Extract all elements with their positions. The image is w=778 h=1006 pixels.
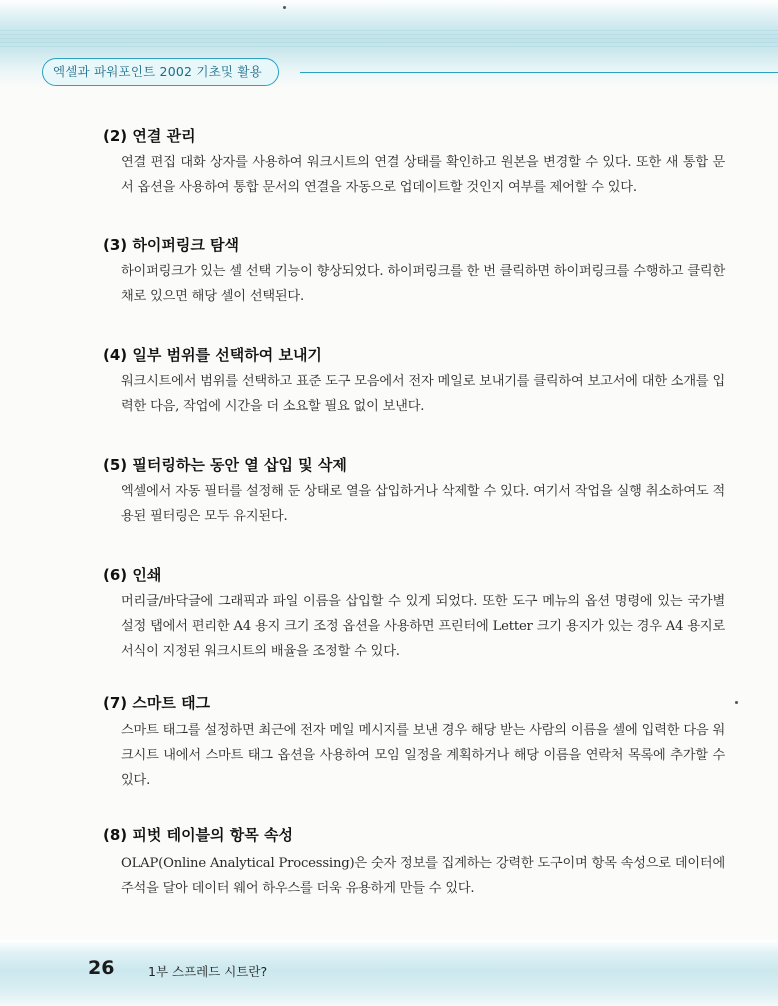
header-stripe [0,30,778,31]
section-body: 워크시트에서 범위를 선택하고 표준 도구 모음에서 전자 메일로 보내기를 클릭하여 보고서에 대한 소개를 입력한 다음, 작업에 시간을 더 소요할 필요 없이 보낸다. [121,374,725,414]
page-number: 26 [88,957,115,979]
header-stripe [0,38,778,39]
section-body: 연결 편집 대화 상자를 사용하여 워크시트의 연결 상태를 확인하고 원본을 변경할 수 있다. 또한 새 통합 문서 옵션을 사용하여 통합 문서의 연결을 자동으로 업데이트할 것인지 여부를 제어할 수 있다. [121,155,725,195]
footer-part-title: 1부 스프레드 시트란? [148,964,268,979]
header-stripe [0,42,778,43]
section-title: (5) 필터링하는 동안 열 삽입 및 삭제 [103,456,347,474]
section-title: (4) 일부 범위를 선택하여 보내기 [103,346,322,364]
header-stripe [0,46,778,47]
scan-speck [283,6,286,9]
scan-speck [735,701,738,704]
running-header: 엑셀과 파워포인트 2002 기초및 활용 [42,58,279,86]
footer-band [0,940,778,1006]
header-rule [300,72,778,73]
section-title: (3) 하이퍼링크 탐색 [103,236,240,254]
section-body: 머리글/바닥글에 그래픽과 파일 이름을 삽입할 수 있게 되었다. 또한 도구 메뉴의 옵션 명령에 있는 국가별 설정 탭에서 편리한 A4 용지 크기 조정 옵션을 사용하면 프린터에 Letter 크기 용지가 있는 경우 A4 용지로 서식이 지정된 워크시트의 배율을 조정할 수 있다. [121,594,725,659]
section-body: OLAP(Online Analytical Processing)은 숫자 정보를 집계하는 강력한 도구이며 항목 속성으로 데이터에 주석을 달아 데이터 웨어 하우스를 더욱 유용하게 만들 수 있다. [121,856,725,896]
header-stripe [0,34,778,35]
section-title: (8) 피벗 테이블의 항목 속성 [103,826,293,844]
section-title: (7) 스마트 태그 [103,694,211,712]
section-body: 스마트 태그를 설정하면 최근에 전자 메일 메시지를 보낸 경우 해당 받는 사람의 이름을 셀에 입력한 다음 워크시트 내에서 스마트 태그 옵션을 사용하여 모임 일정을 계획하거나 해당 이름을 연락처 목록에 추가할 수 있다. [121,723,725,788]
section-title: (2) 연결 관리 [103,127,196,145]
section-body: 하이퍼링크가 있는 셀 선택 기능이 향상되었다. 하이퍼링크를 한 번 클릭하면 하이퍼링크를 수행하고 클릭한 채로 있으면 해당 셀이 선택된다. [121,264,725,304]
section-title: (6) 인쇄 [103,566,162,584]
section-body: 엑셀에서 자동 필터를 설정해 둔 상태로 열을 삽입하거나 삭제할 수 있다. 여기서 작업을 실행 취소하여도 적용된 필터링은 모두 유지된다. [121,484,725,524]
